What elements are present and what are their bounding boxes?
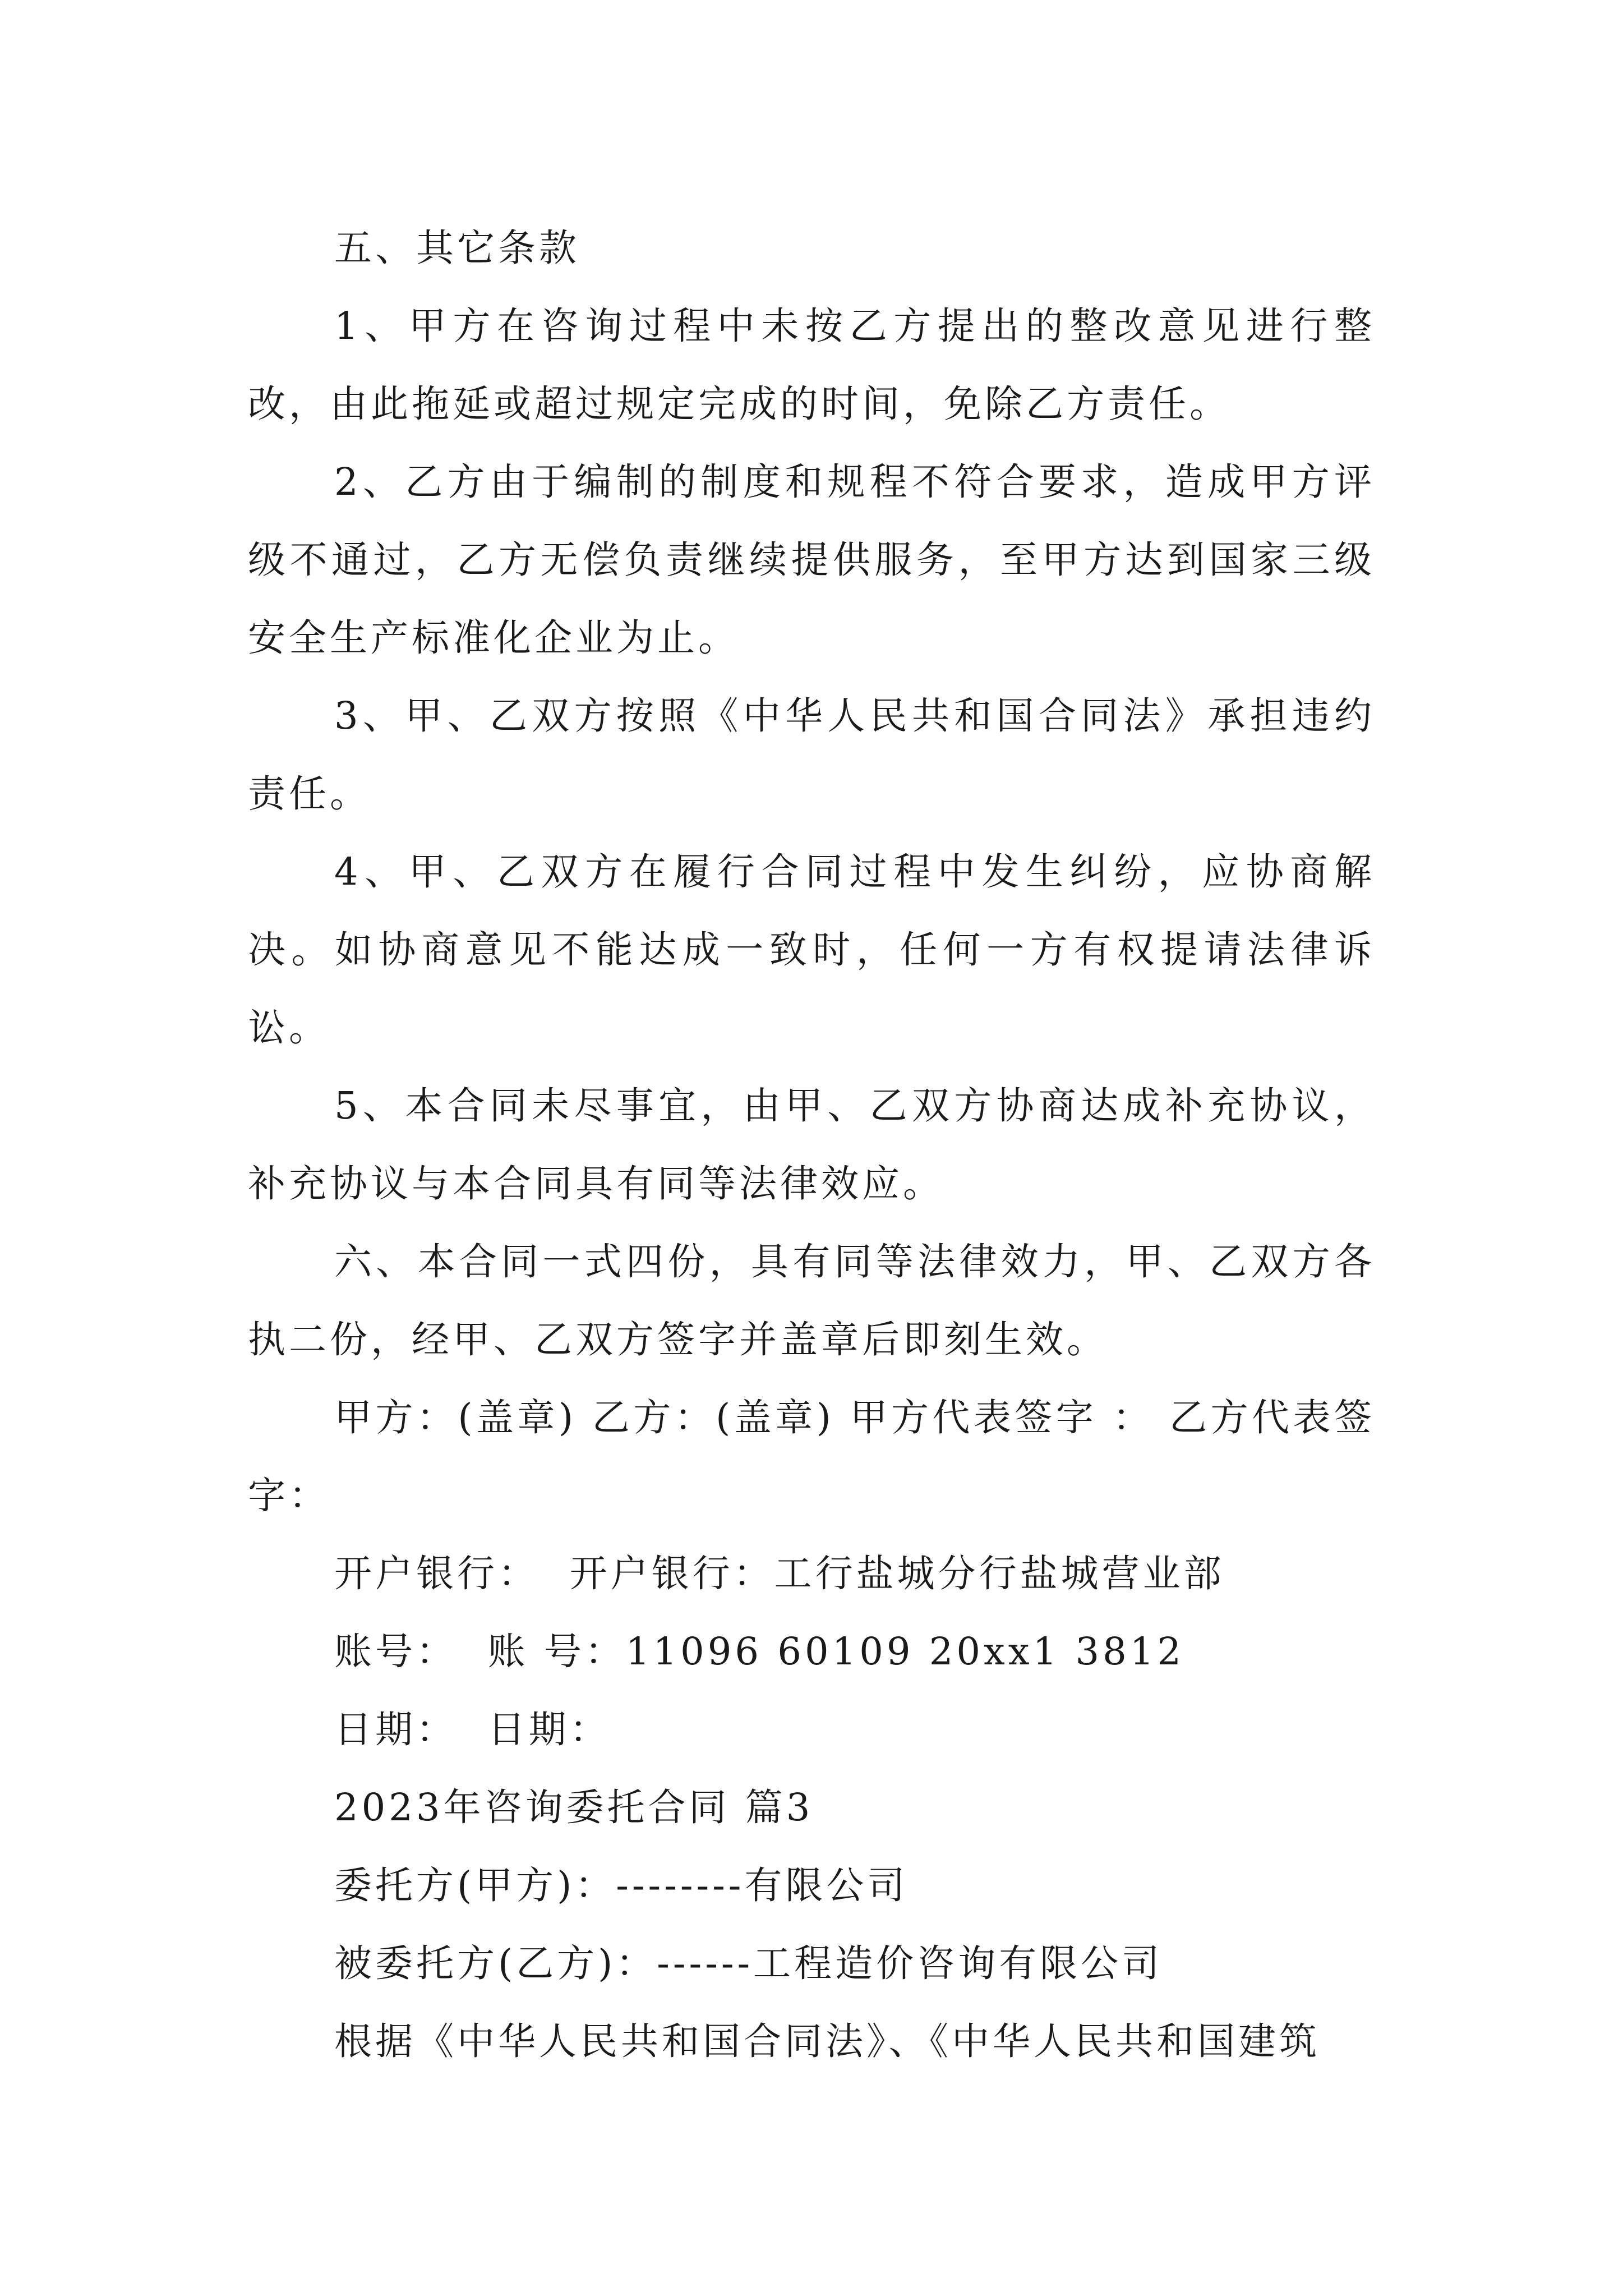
legal-basis-paragraph: 根据《中华人民共和国合同法》、《中华人民共和国建筑 bbox=[334, 2019, 1320, 2063]
contract-3-title: 2023年咨询委托合同 篇3 bbox=[334, 1786, 814, 1829]
clause-5-paragraph: 5、本合同未尽事宜，由甲、乙双方协商达成补充协议，补充协议与本合同具有同等法律效应。 bbox=[248, 1084, 1375, 1205]
account-line: 账号： 账 号：11096 60109 20xx1 3812 bbox=[334, 1630, 1185, 1673]
date-line: 日期： 日期： bbox=[334, 1708, 611, 1751]
clause-3-paragraph: 3、甲、乙双方按照《中华人民共和国合同法》承担违约责任。 bbox=[248, 694, 1375, 816]
clause-4-paragraph: 4、甲、乙双方在履行合同过程中发生纠纷，应协商解决。如协商意见不能达成一致时，任何一方有权提请法律诉讼。 bbox=[248, 850, 1375, 1050]
party-b-line: 被委托方(乙方)：------工程造价咨询有限公司 bbox=[334, 1941, 1163, 1985]
clause-2-paragraph: 2、乙方由于编制的制度和规程不符合要求，造成甲方评级不通过，乙方无偿负责继续提供服务，至甲方达到国家三级安全生产标准化企业为止。 bbox=[248, 460, 1375, 660]
section-heading-other-terms: 五、其它条款 bbox=[334, 226, 580, 270]
bank-line: 开户银行： 开户银行：工行盐城分行盐城营业部 bbox=[334, 1552, 1225, 1595]
party-a-line: 委托方(甲方)：--------有限公司 bbox=[334, 1864, 909, 1907]
document-body bbox=[248, 209, 1375, 2081]
clause-1-paragraph: 1、甲方在咨询过程中未按乙方提出的整改意见进行整改，由此拖延或超过规定完成的时间，免除乙方责任。 bbox=[248, 304, 1375, 426]
signature-line: 甲方：(盖章) 乙方：(盖章) 甲方代表签字 ： 乙方代表签字： bbox=[248, 1396, 1375, 1517]
section-six-paragraph: 六、本合同一式四份，具有同等法律效力，甲、乙双方各执二份，经甲、乙双方签字并盖章后即刻生效。 bbox=[248, 1240, 1375, 1361]
